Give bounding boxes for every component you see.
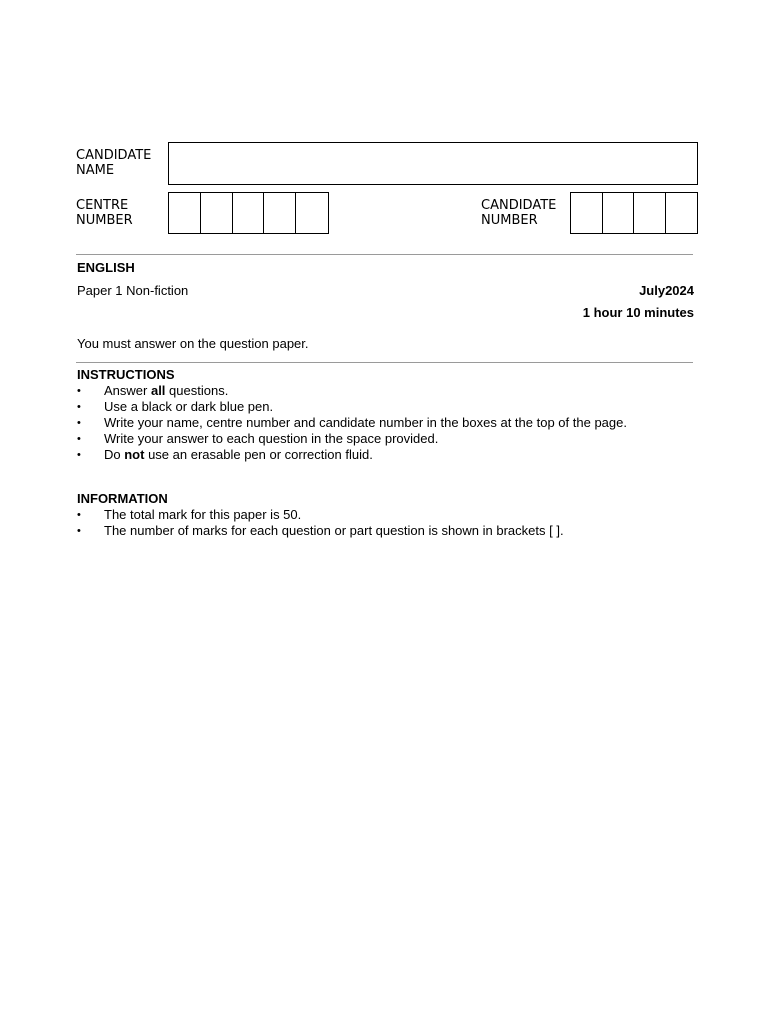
subject-title: ENGLISH bbox=[77, 260, 135, 275]
centre-number-digit-box[interactable] bbox=[201, 193, 233, 233]
centre-number-digit-box[interactable] bbox=[264, 193, 296, 233]
information-heading: INFORMATION bbox=[77, 491, 168, 506]
candidate-number-digit-box[interactable] bbox=[634, 193, 666, 233]
candidate-name-label bbox=[76, 148, 151, 178]
bullet-icon: • bbox=[77, 401, 81, 413]
header-divider bbox=[76, 254, 693, 255]
list-item: • Write your name, centre number and candidate number in the boxes at the top of the page. bbox=[77, 415, 627, 430]
instructions-heading: INSTRUCTIONS bbox=[77, 367, 175, 382]
centre-number-label bbox=[76, 198, 133, 228]
centre-number-label-line2: NUMBER bbox=[76, 213, 133, 228]
bullet-icon: • bbox=[77, 417, 81, 429]
bullet-icon: • bbox=[77, 385, 81, 397]
bullet-icon: • bbox=[77, 509, 81, 521]
instructions-section bbox=[77, 367, 627, 463]
centre-number-boxes bbox=[168, 192, 329, 234]
instructions-list bbox=[77, 383, 627, 463]
centre-number-digit-box[interactable] bbox=[296, 193, 328, 233]
candidate-number-label bbox=[481, 198, 556, 228]
centre-number-digit-box[interactable] bbox=[233, 193, 265, 233]
information-list bbox=[77, 507, 564, 539]
instructions-divider bbox=[76, 362, 693, 363]
list-item: • Do not use an erasable pen or correction fluid. bbox=[77, 447, 373, 462]
candidate-name-label-line1: CANDIDATE bbox=[76, 148, 152, 163]
candidate-name-label-line2: NAME bbox=[76, 163, 115, 178]
centre-number-label-line1: CENTRE bbox=[76, 198, 129, 213]
list-item: • The total mark for this paper is 50. bbox=[77, 507, 302, 522]
bullet-icon: • bbox=[77, 433, 81, 445]
paper-title: Paper 1 Non-fiction bbox=[77, 283, 189, 298]
list-item: • The number of marks for each question or part question is shown in brackets [ ]. bbox=[77, 523, 564, 538]
candidate-number-label-line1: CANDIDATE bbox=[481, 198, 557, 213]
exam-date: July2024 bbox=[639, 283, 694, 298]
bullet-icon: • bbox=[77, 449, 81, 461]
bullet-icon: • bbox=[77, 525, 81, 537]
list-item: • Answer all questions. bbox=[77, 383, 229, 398]
candidate-number-label-line2: NUMBER bbox=[481, 213, 538, 228]
list-item: • Write your answer to each question in the space provided. bbox=[77, 431, 439, 446]
centre-number-digit-box[interactable] bbox=[169, 193, 201, 233]
exam-duration: 1 hour 10 minutes bbox=[582, 305, 694, 320]
answer-note: You must answer on the question paper. bbox=[77, 336, 309, 351]
candidate-number-digit-box[interactable] bbox=[571, 193, 603, 233]
list-item: • Use a black or dark blue pen. bbox=[77, 399, 274, 414]
candidate-number-digit-box[interactable] bbox=[603, 193, 635, 233]
candidate-number-boxes bbox=[570, 192, 698, 234]
candidate-name-field[interactable] bbox=[168, 142, 698, 185]
candidate-number-digit-box[interactable] bbox=[666, 193, 697, 233]
information-section bbox=[77, 491, 564, 539]
